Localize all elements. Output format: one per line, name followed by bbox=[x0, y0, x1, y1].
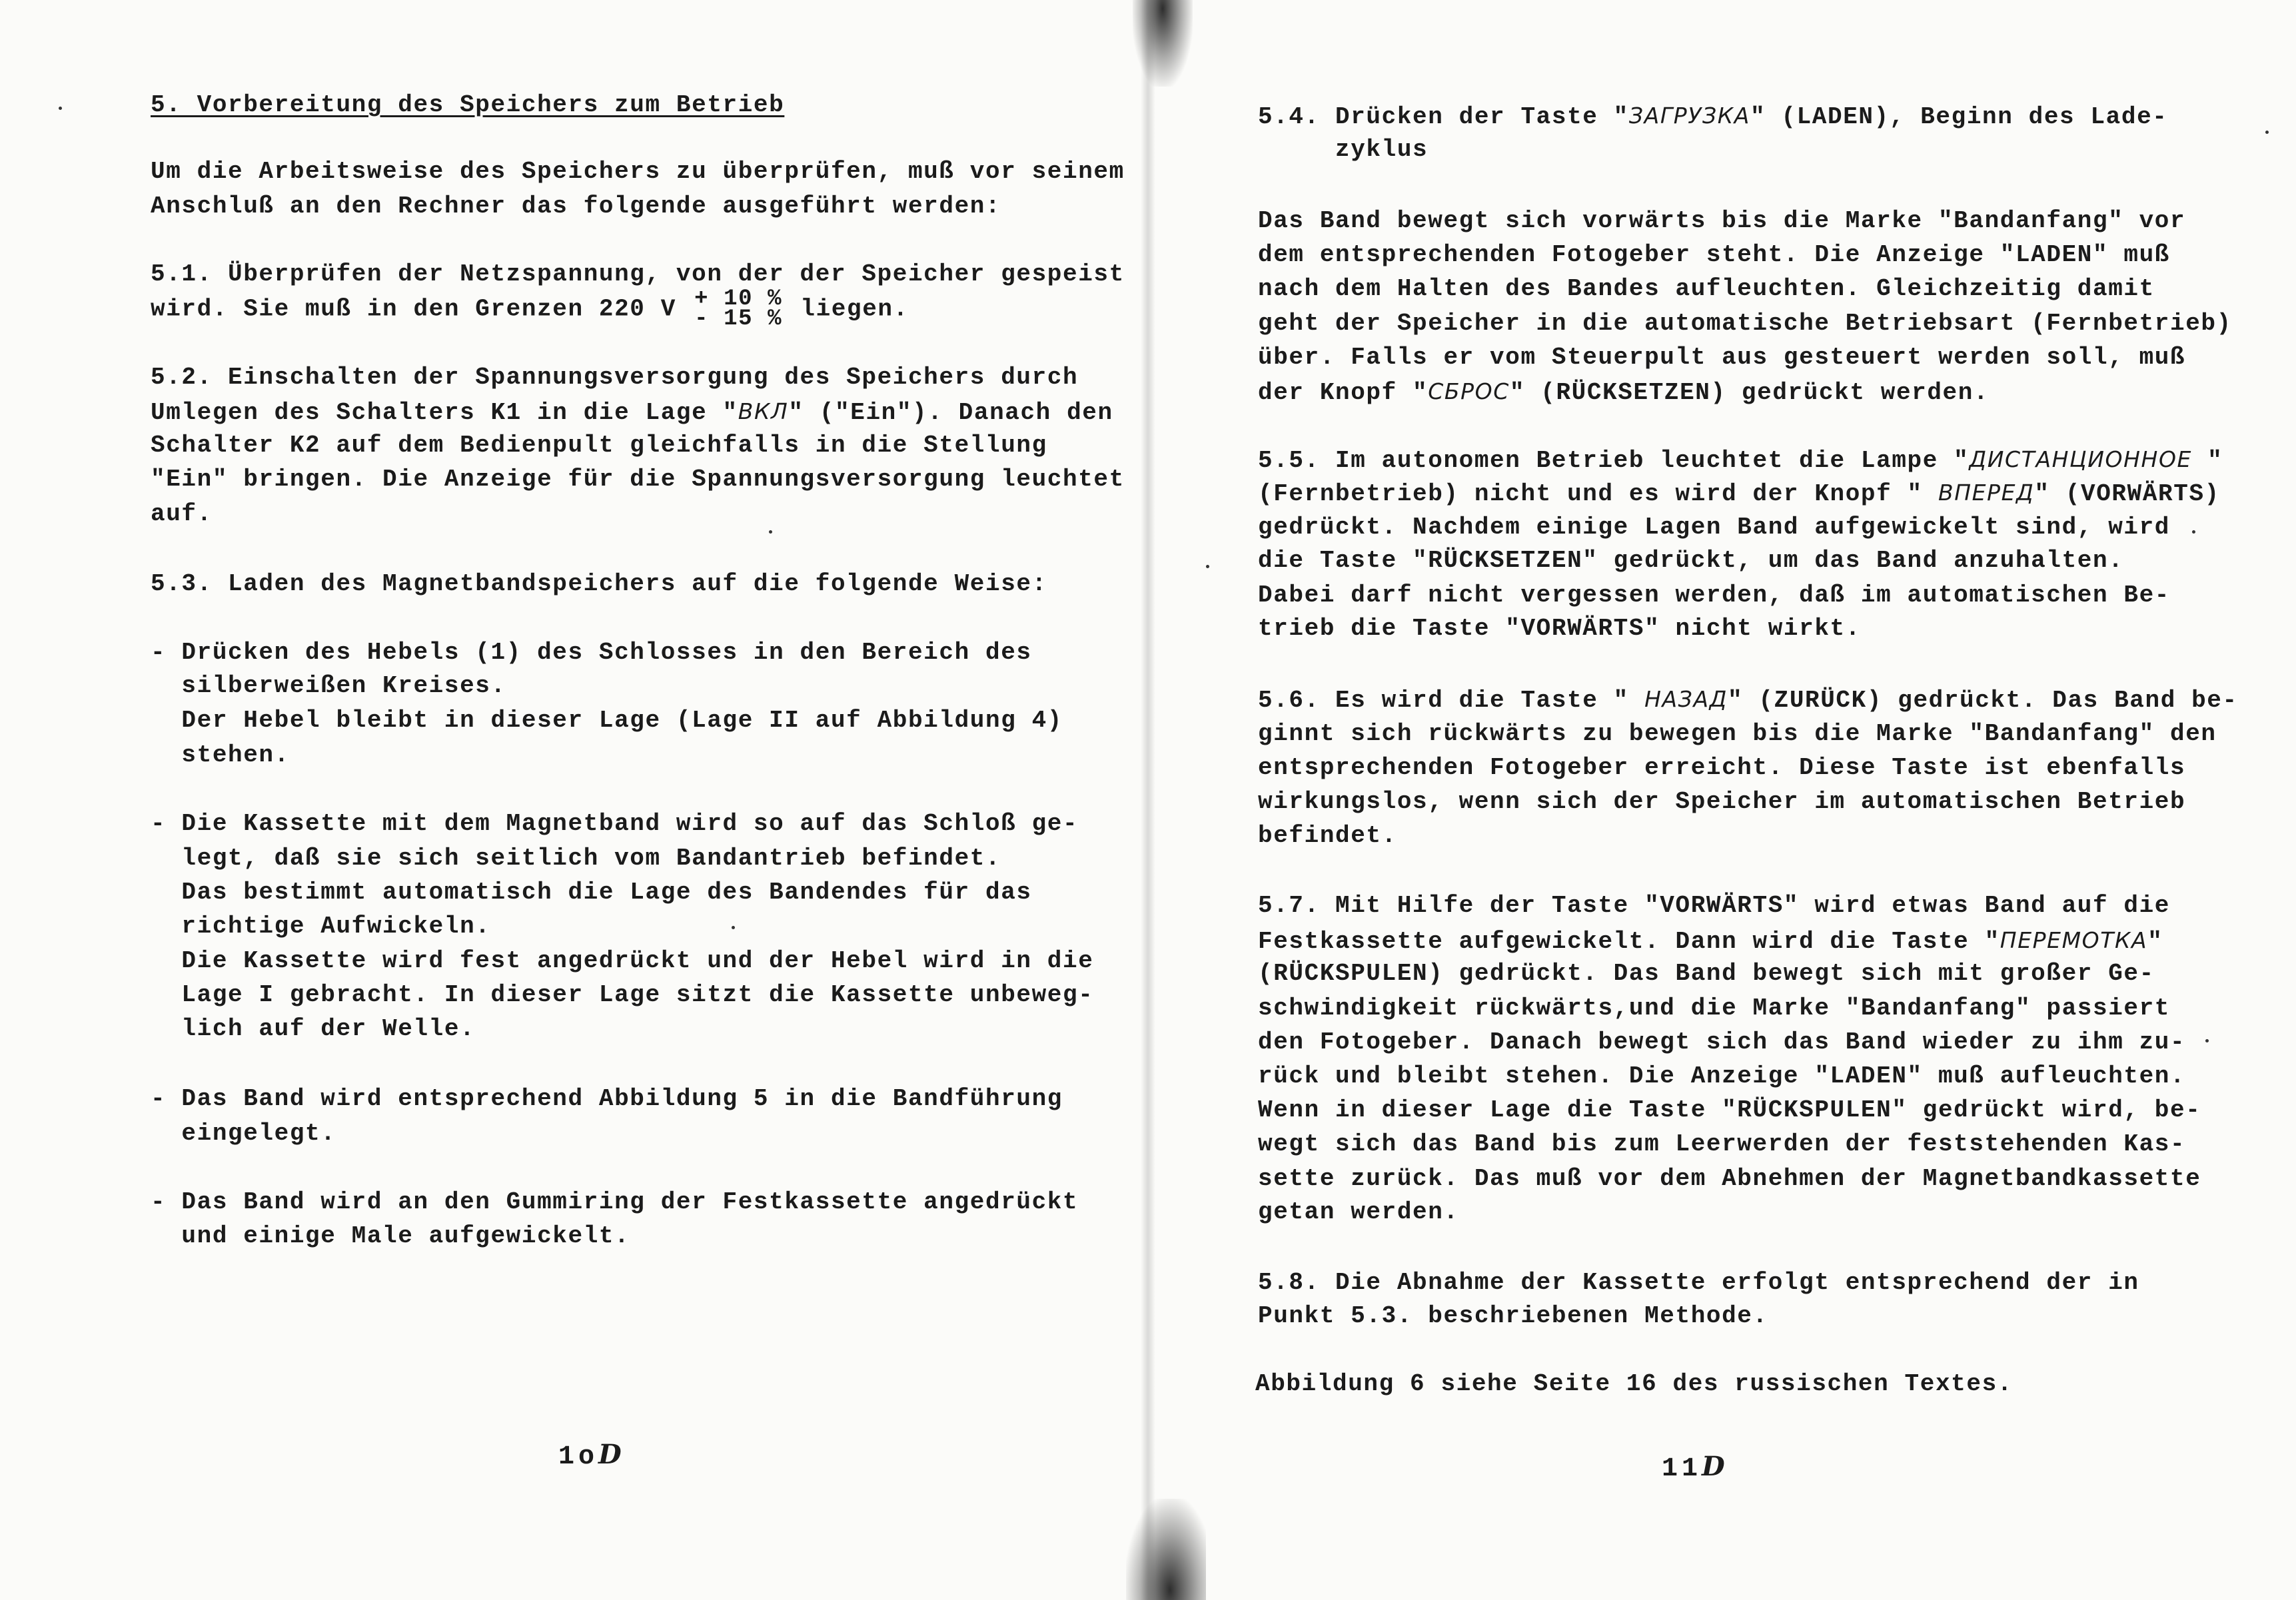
section-5-5-line: die Taste "RÜCKSETZEN" gedrückt, um das Band anzuhalten. bbox=[1258, 547, 2124, 574]
section-5-7-line: den Fotogeber. Danach bewegt sich das Band wieder zu ihm zu- bbox=[1258, 1028, 2186, 1056]
tolerance-plus: + 10 % bbox=[694, 286, 783, 312]
text-span: (Fernbetrieb) nicht und es wird der Knopf " bbox=[1258, 480, 1938, 508]
voltage-tolerance bbox=[694, 286, 783, 332]
section-5-7-line: Wenn in dieser Lage die Taste "RÜCKSPULEN" gedrückt wird, be- bbox=[1258, 1096, 2201, 1124]
bullet-line: Lage I gebracht. In dieser Lage sitzt die Kassette unbeweg- bbox=[151, 981, 1094, 1008]
bullet-line: - Das Band wird entsprechend Abbildung 5 in die Bandführung bbox=[151, 1085, 1063, 1112]
scan-speck bbox=[2265, 131, 2269, 134]
section-5-6-line bbox=[1258, 685, 2238, 715]
cyrillic-label: СБРОС bbox=[1428, 378, 1510, 404]
section-5-7-line: sette zurück. Das muß vor dem Abnehmen der Magnetbandkassette bbox=[1258, 1165, 2201, 1192]
handwritten-mark: D bbox=[1702, 1451, 1729, 1482]
section-5-8-line: 5.8. Die Abnahme der Kassette erfolgt entsprechend der in bbox=[1258, 1269, 2139, 1296]
bullet-line: stehen. bbox=[151, 741, 290, 769]
cyrillic-label: НАЗАД bbox=[1644, 686, 1728, 712]
section-5-2-line: auf. bbox=[151, 500, 213, 528]
tolerance-minus: - 15 % bbox=[694, 306, 783, 332]
scan-speck bbox=[59, 107, 62, 110]
text-span: liegen. bbox=[800, 295, 909, 323]
bullet-line: - Drücken des Hebels (1) des Schlosses in den Bereich des bbox=[151, 639, 1032, 666]
paragraph-line: Das Band bewegt sich vorwärts bis die Marke "Bandanfang" vor bbox=[1258, 207, 2186, 234]
section-5-5-line bbox=[1258, 445, 2223, 476]
section-5-6-line: wirkungslos, wenn sich der Speicher im automatischen Betrieb bbox=[1258, 788, 2186, 815]
paragraph-line: über. Falls er vom Steuerpult aus gesteuert werden soll, muß bbox=[1258, 344, 2186, 371]
paragraph-line: nach dem Halten des Bandes aufleuchten. Gleichzeitig damit bbox=[1258, 275, 2155, 302]
section-5-7-line: wegt sich das Band bis zum Leerwerden der feststehenden Kas- bbox=[1258, 1130, 2186, 1158]
section-5-4-line bbox=[1258, 101, 2167, 132]
section-5-5-line: Dabei darf nicht vergessen werden, daß im automatischen Be- bbox=[1258, 582, 2171, 609]
section-5-2-line bbox=[151, 397, 1113, 428]
handwritten-mark: D bbox=[598, 1439, 626, 1470]
page-number-left bbox=[558, 1439, 626, 1472]
section-5-7-line: rück und bleibt stehen. Die Anzeige "LADEN" muß aufleuchten. bbox=[1258, 1062, 2186, 1090]
text-span: Umlegen des Schalters K1 in die Lage " bbox=[151, 399, 738, 426]
text-span: 5.6. Es wird die Taste " bbox=[1258, 687, 1645, 714]
cyrillic-label: ПЕРЕМОТКА bbox=[2000, 927, 2148, 953]
paragraph-line bbox=[1258, 377, 1989, 408]
bullet-line: Der Hebel bleibt in dieser Lage (Lage II auf Abbildung 4) bbox=[151, 707, 1063, 734]
bullet-line: lich auf der Welle. bbox=[151, 1015, 476, 1042]
intro-line: Um die Arbeitsweise des Speichers zu überprüfen, muß vor seinem bbox=[151, 158, 1125, 185]
bullet-line: Das bestimmt automatisch die Lage des Bandendes für das bbox=[151, 879, 1032, 906]
section-5-2-line: 5.2. Einschalten der Spannungsversorgung des Speichers durch bbox=[151, 364, 1079, 391]
text-span: " (VORWÄRTS) bbox=[2034, 480, 2220, 508]
text-span: " (RÜCKSETZEN) gedrückt werden. bbox=[1509, 379, 1990, 406]
section-5-1-line: 5.1. Überprüfen der Netzspannung, von der der Speicher gespeist bbox=[151, 260, 1125, 288]
text-span: 5.5. Im autonomen Betrieb leuchtet die Lampe " bbox=[1258, 447, 1970, 474]
page-number-text: 11 bbox=[1662, 1454, 1702, 1484]
bullet-line: eingelegt. bbox=[151, 1120, 336, 1147]
cyrillic-label: ВПЕРЕД bbox=[1938, 480, 2035, 506]
section-5-7-line: schwindigkeit rückwärts,und die Marke "Bandanfang" passiert bbox=[1258, 995, 2171, 1022]
cyrillic-label: ВКЛ bbox=[738, 398, 789, 424]
section-5-2-line: "Ein" bringen. Die Anzeige für die Spannungsversorgung leuchtet bbox=[151, 466, 1125, 493]
section-5-3-line: 5.3. Laden des Magnetbandspeichers auf die folgende Weise: bbox=[151, 570, 1047, 598]
bullet-line: - Das Band wird an den Gummiring der Festkassette angedrückt bbox=[151, 1188, 1079, 1216]
section-5-5-line: trieb die Taste "VORWÄRTS" nicht wirkt. bbox=[1258, 615, 1861, 642]
section-5-4-line: zyklus bbox=[1258, 136, 1429, 163]
section-heading: 5. Vorbereitung des Speichers zum Betrieb bbox=[151, 91, 785, 119]
figure-reference: Abbildung 6 siehe Seite 16 des russischen Textes. bbox=[1255, 1370, 2013, 1398]
section-5-5-line: gedrückt. Nachdem einige Lagen Band aufgewickelt sind, wird bbox=[1258, 514, 2171, 541]
section-5-5-line bbox=[1258, 478, 2220, 509]
scan-smudge-bottom bbox=[1126, 1499, 1206, 1600]
page-number-text: 1o bbox=[558, 1442, 599, 1472]
text-span: der Knopf " bbox=[1258, 379, 1429, 406]
section-5-6-line: ginnt sich rückwärts zu bewegen bis die Marke "Bandanfang" den bbox=[1258, 720, 2217, 747]
bullet-line: Die Kassette wird fest angedrückt und der Hebel wird in die bbox=[151, 947, 1094, 975]
text-span: " bbox=[2191, 447, 2223, 474]
bullet-line: silberweißen Kreises. bbox=[151, 672, 506, 699]
text-span: " (LADEN), Beginn des Lade- bbox=[1750, 103, 2168, 131]
book-gutter bbox=[1141, 0, 1155, 1600]
paragraph-line: geht der Speicher in die automatische Betriebsart (Fernbetrieb) bbox=[1258, 310, 2232, 337]
cyrillic-label: ЗАГРУЗКА bbox=[1628, 103, 1750, 129]
section-5-8-line: Punkt 5.3. beschriebenen Methode. bbox=[1258, 1302, 1768, 1330]
text-span: " (ZURÜCK) gedrückt. Das Band be- bbox=[1728, 687, 2238, 714]
section-5-7-line bbox=[1258, 926, 2163, 957]
section-5-7-line: 5.7. Mit Hilfe der Taste "VORWÄRTS" wird etwas Band auf die bbox=[1258, 892, 2171, 919]
paragraph-line: dem entsprechenden Fotogeber steht. Die Anzeige "LADEN" muß bbox=[1258, 241, 2171, 268]
section-5-7-line: (RÜCKSPULEN) gedrückt. Das Band bewegt sich mit großer Ge- bbox=[1258, 960, 2155, 987]
text-span: " ("Ein"). Danach den bbox=[788, 399, 1113, 426]
scan-speck bbox=[769, 530, 772, 534]
text-span: wird. Sie muß in den Grenzen 220 V bbox=[151, 295, 676, 323]
text-span: 5.4. Drücken der Taste " bbox=[1258, 103, 1629, 131]
bullet-line: und einige Male aufgewickelt. bbox=[151, 1222, 630, 1250]
scan-speck bbox=[1206, 565, 1209, 568]
bullet-line: legt, daß sie sich seitlich vom Bandantrieb befindet. bbox=[151, 845, 1001, 872]
section-5-6-line: entsprechenden Fotogeber erreicht. Diese Taste ist ebenfalls bbox=[1258, 754, 2186, 781]
section-5-2-line: Schalter K2 auf dem Bedienpult gleichfalls in die Stellung bbox=[151, 432, 1047, 459]
bullet-line: - Die Kassette mit dem Magnetband wird so auf das Schloß ge- bbox=[151, 810, 1079, 837]
scan-speck bbox=[732, 926, 735, 929]
cyrillic-label: ДИСТАНЦИОННОЕ bbox=[1969, 446, 2192, 472]
scan-speck bbox=[2192, 530, 2195, 534]
scan-smudge-top bbox=[1133, 0, 1193, 87]
text-span: Festkassette aufgewickelt. Dann wird die Taste " bbox=[1258, 928, 2000, 955]
scan-speck bbox=[2205, 1039, 2209, 1042]
intro-line: Anschluß an den Rechner das folgende ausgeführt werden: bbox=[151, 193, 1001, 220]
section-5-7-line: getan werden. bbox=[1258, 1198, 1459, 1226]
text-span: " bbox=[2147, 928, 2163, 955]
bullet-line: richtige Aufwickeln. bbox=[151, 913, 491, 940]
section-5-1-line bbox=[151, 286, 909, 332]
page-number-right bbox=[1662, 1451, 1729, 1484]
section-5-6-line: befindet. bbox=[1258, 822, 1397, 849]
